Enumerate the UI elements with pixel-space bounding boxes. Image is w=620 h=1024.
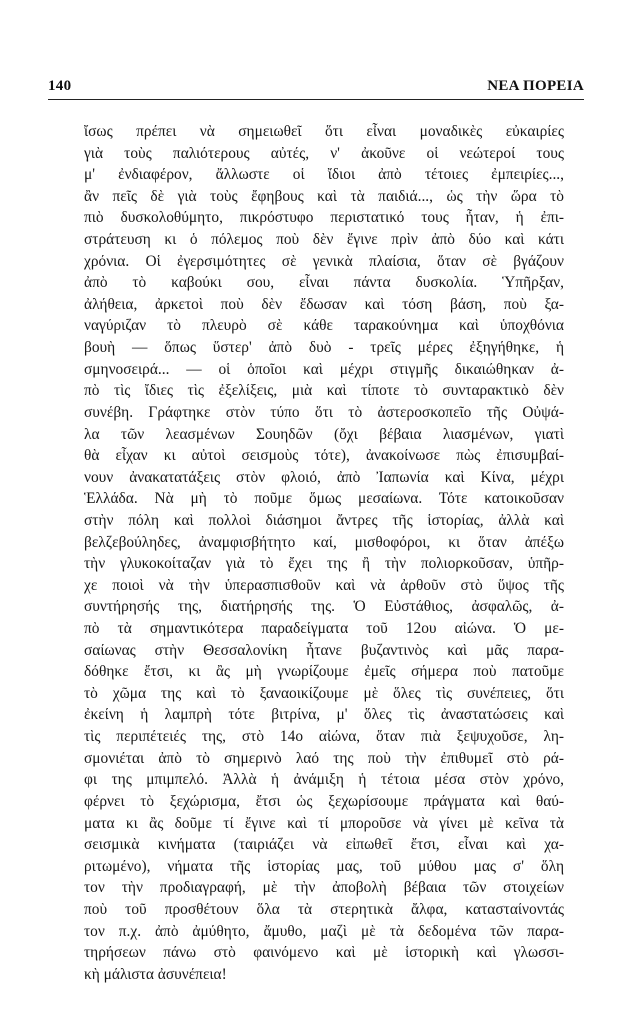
running-title: ΝΕΑ ΠΟΡΕΙΑ [487, 78, 584, 94]
text-line: σμηνοσειρά... — οἱ ὁποῖοι καὶ μέχρι στιγμῆς δικαιώθηκαν ἀ- [84, 360, 564, 378]
text-line: ριτωμένο), νήματα τῆς ἱστορίας μας, τοῦ μύθου μας σ' ὅλη [84, 857, 564, 875]
text-line: ἐκείνη ἡ λαμπρὴ τότε βιτρίνα, μ' ὅλες τὶς ἀναστατώσεις καὶ [84, 706, 564, 724]
text-line: χρόνια. Οἱ ἐγερσιμότητες σὲ γενικὰ πλαίσια, ὅταν σὲ βγάζουν [84, 252, 564, 270]
text-line: λα τῶν λεασμένων Σουηδῶν (ὄχι βέβαια λιασμένων, γιατὶ [84, 425, 564, 443]
text-line: θὰ εἶχαν κι αὐτοὶ σεισμοὺς τότε), ἀνακοίνωσε πὼς ἐπισυμβαί- [84, 447, 564, 465]
text-line: ἀπὸ τὸ καβούκι σου, εἶναι πάντα δυσκολία. Ὑπῆρξαν, [84, 274, 564, 292]
text-line: βουὴ — ὅπως ὕστερ' ἀπὸ δυὸ - τρεῖς μέρες ἐξηγήθηκε, ἡ [84, 339, 564, 357]
text-line: βελζεβούληδες, ἀναμφισβήτητο καί, μισθοφόροι, κι ὅταν ἀπέξω [84, 533, 564, 551]
text-line: Ἑλλάδα. Νὰ μὴ τὸ ποῦμε ὅμως μεσαίωνα. Τότε κατοικοῦσαν [84, 490, 564, 508]
text-line: πὸ τὶς ἴδιες τὶς ἐξελίξεις, μιὰ καὶ τίποτε τὸ συνταρακτικὸ δὲν [84, 382, 564, 400]
text-line: συντήρησής της, διατήρησής της. Ὁ Εὐστάθιος, ἀσφαλῶς, ἀ- [84, 598, 564, 616]
text-line: πὸ τὰ σημαντικότερα παραδείγματα τοῦ 12ου αἰώνα. Ὁ με- [84, 620, 564, 638]
text-line: συνέβη. Γράφτηκε στὸν τύπο ὅτι τὸ ἀστεροσκοπεῖο τῆς Οὐψά- [84, 403, 564, 421]
text-line: τον π.χ. ἀπὸ ἀμύθητο, ἄμυθο, μαζὶ μὲ τὰ δεδομένα τῶν παρα- [84, 922, 564, 940]
header-rule [48, 99, 584, 100]
text-line: ἴσως πρέπει νὰ σημειωθεῖ ὅτι εἶναι μοναδικὲς εὐκαιρίες [84, 123, 564, 140]
text-line: ναγύριζαν τὸ πλευρὸ σὲ κάθε ταρακούνημα καὶ ὑποχθόνια [84, 317, 564, 335]
text-line: μ' ἐνδιαφέρον, ἄλλωστε οἱ ἴδιοι ἀπὸ τέτοιες ἐμπειρίες..., [84, 166, 564, 184]
text-line: τηρήσεων πάνω στὸ φαινόμενο καὶ μὲ ἱστορικὴ καὶ γλωσσι- [84, 944, 564, 962]
text-line: δόθηκε ἔτσι, κι ἂς μὴ γνωρίζουμε ἐμεῖς σήμερα ποὺ πατοῦμε [84, 663, 564, 681]
text-line: τὸ χῶμα της καὶ τὸ ξαναοικίζουμε μὲ ὅλες τὶς συνέπειες, ὅτι [84, 684, 564, 702]
text-line: στὴν πόλη καὶ πολλοὶ διάσημοι ἄντρες τῆς ἱστορίας, ἀλλὰ καὶ [84, 511, 564, 529]
text-line: τὶς περιπέτειές της, στὸ 14ο αἰώνα, ὅταν πιὰ ξεψυχοῦσε, λη- [84, 728, 564, 746]
text-line: πιὸ δυσκολοθύμητο, πικρόστυφο περιστατικό τους ἦταν, ἡ ἐπι- [84, 209, 564, 227]
text-line: ἀλήθεια, ἀρκετοὶ ποὺ δὲν ἔδωσαν καὶ τόση βάση, ποὺ ξα- [84, 295, 564, 313]
page-number: 140 [48, 78, 72, 94]
text-line: τον τὴν προδιαγραφή, μὲ τὴν ἀποβολὴ βέβαια τῶν στοιχείων [84, 879, 564, 897]
text-line: στράτευση κι ὁ πόλεμος ποὺ δὲν ἔγινε πρὶν ἀπὸ δύο καὶ κάτι [84, 231, 564, 249]
body-text [84, 121, 564, 985]
text-line: γιὰ τοὺς παλιότερους αὐτές, ν' ἀκοῦνε οἱ νεώτεροί τους [84, 144, 564, 162]
text-line: φι της μπιμπελό. Ἀλλὰ ἡ ἀνάμιξη ἡ τέτοια μέσα στὸν χρόνο, [84, 771, 564, 789]
text-line: σαίωνας στὴν Θεσσαλονίκη ἦτανε βυζαντινὸς καὶ μᾶς παρα- [84, 641, 564, 659]
text-line: τὴν γλυκοκοίταζαν γιὰ τὸ ἔχει της ἢ τὴν πολιορκοῦσαν, ὑπῆρ- [84, 555, 564, 573]
text-line: φέρνει τὸ ξεχώρισμα, ἔτσι ὡς ξεχωρίσουμε πράγματα καὶ θαύ- [84, 792, 564, 810]
text-line: σμονιέται ἀπὸ τὸ σημερινὸ λαό της ποὺ τὴν ἐπιθυμεῖ στὸ ρά- [84, 749, 564, 767]
text-line: κὴ μάλιστα ἀσυνέπεια! [84, 965, 227, 983]
page-header [48, 78, 584, 98]
text-line: ποὺ τοῦ προσθέτουν ὅλα τὰ στερητικὰ ἄλφα, κατασταίνοντάς [84, 900, 564, 918]
text-line: σεισμικὰ κινήματα (ταιριάζει νὰ εἰπωθεῖ ἔτσι, εἶναι καὶ χα- [84, 836, 564, 854]
text-line: ματα κι ἂς δοῦμε τί ἔγινε καὶ τί μποροῦσε νὰ γίνει μὲ κεῖνα τὰ [84, 814, 564, 832]
text-line: χε ποιοὶ νὰ τὴν ὑπερασπισθοῦν καὶ νὰ ἀρθοῦν στὸ ὕψος τῆς [84, 576, 564, 594]
text-line: ἂν πεῖς δὲ γιὰ τοὺς ἔφηβους καὶ τὰ παιδιά..., ὡς τὴν ὥρα τὸ [84, 187, 564, 205]
text-line: νουν ἀνακατατάξεις στὸν φλοιό, ἀπὸ Ἰαπωνία καὶ Κίνα, μέχρι [84, 468, 564, 486]
